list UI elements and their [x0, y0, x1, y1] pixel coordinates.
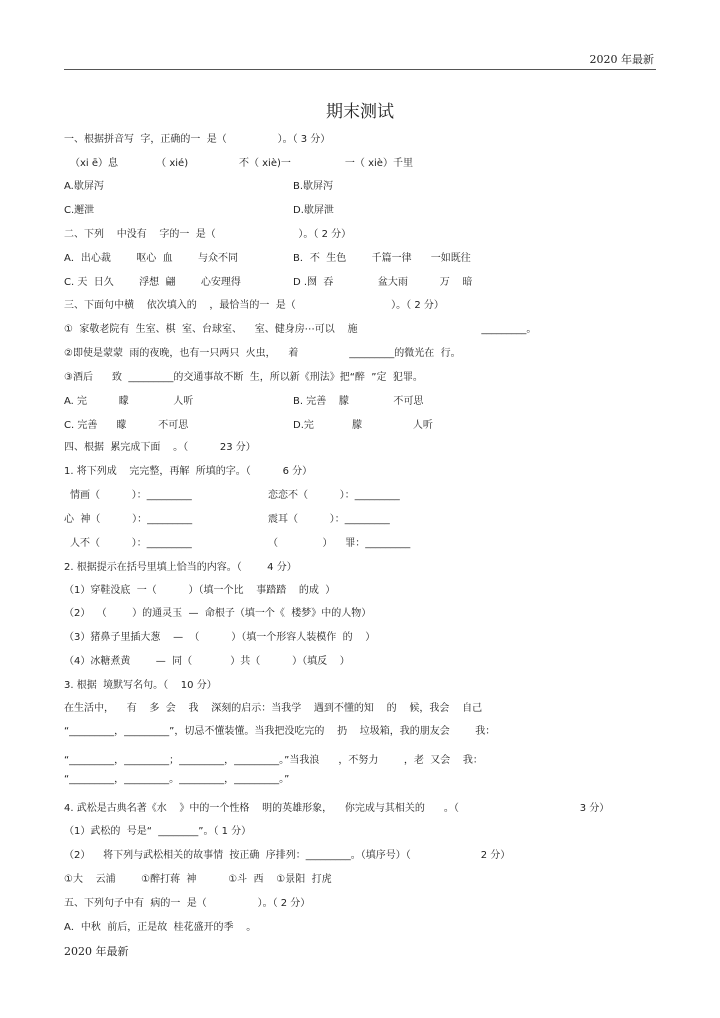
- text-line: D.完 朦 人听: [293, 420, 433, 431]
- text-line: 三、下面句中横 依次填入的 ，最恰当的一 是（ ）。（ 2 分）: [64, 300, 444, 311]
- text-line: A.歇屏泻: [64, 181, 104, 192]
- text-line: 一、根据拼音写 字，正确的一 是（ ）。（ 3 分）: [64, 134, 331, 145]
- text-line: 2. 根据提示在括号里填上恰当的内容。（ 4 分）: [64, 562, 297, 573]
- text-line: B．不 生色 千篇一律 一如既往: [293, 253, 471, 264]
- text-line: D.歇屏泄: [293, 205, 334, 216]
- text-line: D .囫 吞 盆大雨 万 暗: [293, 277, 473, 288]
- text-line: “_________，_________。_________，_________。”: [64, 774, 290, 785]
- text-line: ②即使是蒙蒙 雨的夜晚，也有一只两只 火虫， 着 _________的微光在 行。: [64, 348, 461, 359]
- text-line: B. 完善 朦 不可思: [293, 396, 424, 407]
- text-line: （3）猪鼻子里插大葱 — （ ）（填一个形容人装模作 的 ）: [64, 632, 376, 643]
- text-line: ③酒后 致 _________的交通事故不断 生，所以新《刑法》把“醉 ”定 犯罪。: [64, 372, 423, 383]
- text-line: B.歇屏泻: [293, 181, 334, 192]
- text-line: 二、下列 中没有 字的一 是（ ）。（ 2 分）: [64, 229, 352, 240]
- text-line: A. 完 矇 人听: [64, 396, 194, 407]
- text-line: （2） 将下列与武松相关的故事情 按正确 序排列：_________。（填序号）（ 2 分）: [64, 850, 511, 861]
- text-line: 震耳（ ）：_________: [268, 514, 390, 525]
- text-line: （ ） 罪：_________: [268, 538, 411, 549]
- text-line: C.邂泄: [64, 205, 95, 216]
- text-line: （1）武松的 号是“ ________”。（ 1 分）: [64, 826, 252, 837]
- text-line: 1. 将下列成 完完整，再解 所填的字。（ 6 分）: [64, 466, 313, 477]
- text-line: 恋恋不（ ）：_________: [268, 490, 400, 501]
- text-line: 四、根据 累完成下面 。（ 23 分）: [64, 442, 256, 453]
- text-line: （2） （ ）的通灵玉 — 命根子（填一个《 楼梦》中的人物）: [64, 608, 372, 619]
- text-line: A．出心裁 呕心 血 与众不同: [64, 253, 239, 264]
- text-line: “_________，_________；_________，_________。”当我浪 ，不努力 ，老 又会 我：: [64, 755, 483, 766]
- page-header: 2020 年最新: [589, 53, 654, 66]
- text-line: 五、下列句子中有 病的一 是（ ）。（ 2 分）: [64, 898, 311, 909]
- text-line: （4）冰糖煮黄 — 同（ ）共（ ）（填反 ）: [64, 656, 350, 667]
- text-line: C. 完善 矇 不可思: [64, 420, 189, 431]
- text-line: 情画（ ）：_________: [70, 490, 192, 501]
- text-line: 人不（ ）：_________: [70, 538, 192, 549]
- text-line: （xi ē）息 （ xié) 不（ xiè)一 一（ xiè）千里: [70, 158, 413, 169]
- text-line: 3. 根据 境默写名句。（ 10 分）: [64, 680, 217, 691]
- header-rule: [64, 69, 656, 70]
- text-line: “_________，_________”，切忌不懂装懂。当我把没吃完的 扔 垃圾箱，我的朋友会 我：: [64, 726, 496, 737]
- page-footer: 2020 年最新: [64, 945, 129, 958]
- text-line: 心 神（ ）：_________: [64, 514, 193, 525]
- text-line: 在生活中， 有 多 会 我 深刻的启示：当我学 遇到不懂的知 的 候，我会 自己: [64, 703, 483, 714]
- text-line: ①大 云浦 ①醉打蒋 神 ①斗 西 ①景阳 打虎: [64, 874, 332, 885]
- text-line: ① 家敬老院有 生室、棋 室、台球室、 室、健身房⋯可以 施 _________。: [64, 324, 537, 335]
- text-line: （1）穿鞋没底 一（ ）（填一个比 事踏踏 的成 ）: [64, 585, 336, 596]
- page-title: 期末测试: [326, 102, 394, 122]
- text-line: C. 天 日久 浮想 翩 心安理得: [64, 277, 241, 288]
- text-line: A．中秋 前后，正是故 桂花盛开的季 。: [64, 922, 257, 933]
- text-line: 4. 武松是古典名著《水 》中的一个性格 明的英雄形象， 你完成与其相关的 。（ 3 分）: [64, 803, 610, 814]
